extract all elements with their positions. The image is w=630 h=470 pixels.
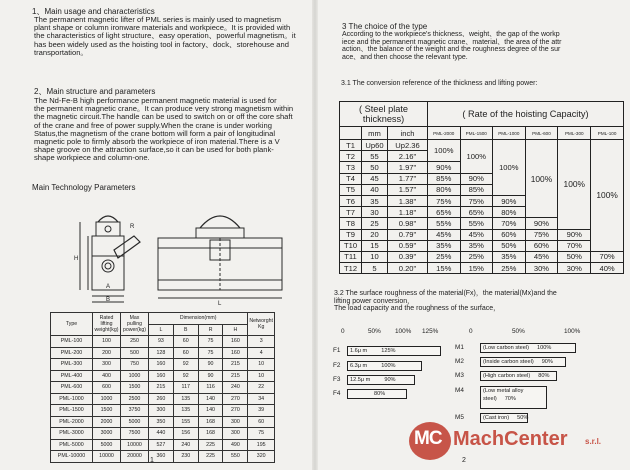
- cell: 1500: [93, 405, 121, 417]
- rough-scale-50: 50%: [368, 328, 381, 335]
- cell: 35%: [460, 240, 493, 251]
- cell: 65%: [428, 207, 461, 218]
- cell: 1.97": [388, 162, 428, 173]
- cell: 225: [198, 451, 223, 463]
- cell: 4: [248, 347, 275, 359]
- material-text: (Low metal alloy: [483, 388, 524, 394]
- material-bar: [480, 386, 547, 409]
- cell: PML-2000: [51, 416, 93, 428]
- cell: 15%: [460, 263, 493, 274]
- col-header: Rated lifting weight(kg): [93, 313, 121, 336]
- table-row: [51, 451, 275, 463]
- material-id: M4: [455, 387, 464, 394]
- material-pct: 70%: [504, 396, 516, 402]
- rough-pct: 125%: [381, 348, 396, 354]
- table-row: [340, 140, 624, 151]
- cell: 90: [198, 370, 223, 382]
- cell: 60: [173, 347, 198, 359]
- cell: 5000: [93, 439, 121, 451]
- cell: 60%: [525, 240, 558, 251]
- cell: 10000: [93, 451, 121, 463]
- material-bar: [480, 413, 528, 423]
- cell: 45%: [525, 251, 558, 262]
- cell: 70%: [558, 240, 591, 251]
- cell: 0.98": [388, 218, 428, 229]
- cell: T7: [340, 207, 362, 218]
- cell: T6: [340, 195, 362, 206]
- cell: 92: [173, 359, 198, 371]
- cell: 35%: [428, 240, 461, 251]
- cell: PML-5000: [51, 439, 93, 451]
- cell: 60%: [493, 229, 526, 240]
- cell: 600: [93, 382, 121, 394]
- cell: 75%: [525, 229, 558, 240]
- cell: 90%: [558, 229, 591, 240]
- cell: 168: [198, 416, 223, 428]
- table-row: [51, 336, 275, 348]
- cell: T2: [340, 151, 362, 162]
- tech-params-body: [51, 336, 275, 463]
- cell: 5000: [121, 416, 149, 428]
- cell: 55%: [460, 218, 493, 229]
- cell: 750: [121, 359, 149, 371]
- text-line: iece and the permanent magnetic crane、material、the area of the attr: [342, 38, 562, 46]
- table-row: [340, 251, 624, 262]
- cell: 30%: [558, 263, 591, 274]
- cell: 1.18": [388, 207, 428, 218]
- table-row: [51, 405, 275, 417]
- material-bar: [480, 357, 566, 367]
- cell: 440: [149, 428, 174, 440]
- cell: 215: [223, 370, 248, 382]
- material-text: (Inside carbon steel): [483, 359, 534, 365]
- text-line: the magnetic circuit.The handle can be used to switch on or off the core shaft: [34, 112, 293, 122]
- material-text: (Cast iron): [483, 415, 510, 421]
- cell: 25: [362, 218, 388, 229]
- cell: 490: [223, 439, 248, 451]
- text-line: shape groove on the attraction surface,so it can be used for both plank-: [34, 145, 274, 155]
- cell: 25%: [493, 263, 526, 274]
- text-line: the characteristics of light structure、easy operation、powerful magnetism。it: [34, 31, 296, 41]
- cell: 2.16": [388, 151, 428, 162]
- page-number: 1: [150, 457, 154, 464]
- rough-scale-0: 0: [341, 328, 345, 335]
- col-header: R: [198, 324, 223, 336]
- rough-bar: [347, 389, 407, 399]
- rough-id: F3: [333, 376, 341, 383]
- table-row: [51, 382, 275, 394]
- rough-bar: [347, 346, 441, 356]
- cell: 117: [173, 382, 198, 394]
- text-line: Status,the magnetism of the crane bottom will form a pair of longitudinal: [34, 128, 276, 138]
- cell: 250: [121, 336, 149, 348]
- cell: 155: [173, 416, 198, 428]
- text-line: plant shape or column ironware materials and workpiece。It is provided with: [34, 23, 291, 33]
- cell: T8: [340, 218, 362, 229]
- cell: 40: [362, 184, 388, 195]
- text-line: the permanent magnetic crane。It can produce very strong magnetism within: [34, 104, 294, 114]
- table-row: [340, 229, 624, 240]
- cell: PML-600: [51, 382, 93, 394]
- cell: 140: [198, 405, 223, 417]
- text-line: lifting power conversion，: [334, 297, 415, 305]
- col-header: H: [223, 324, 248, 336]
- col-header: PML-300: [558, 127, 591, 140]
- cell: 90%: [460, 173, 493, 184]
- rough-text: 1.6μ m: [350, 348, 368, 354]
- table-row: [51, 416, 275, 428]
- cell: 0.59": [388, 240, 428, 251]
- rough-text: 6.3μ m: [350, 363, 368, 369]
- cell: 3: [248, 336, 275, 348]
- cell: 100%: [591, 140, 624, 252]
- cell: 75: [248, 428, 275, 440]
- cell: 80%: [428, 184, 461, 195]
- text-line: of the crane and free of power supply.When the crane is under working: [34, 120, 272, 130]
- table-row: [51, 439, 275, 451]
- cell: 50%: [493, 240, 526, 251]
- cell: 3000: [93, 428, 121, 440]
- cell: 55%: [428, 218, 461, 229]
- cell: PML-1500: [51, 405, 93, 417]
- cell: 140: [198, 393, 223, 405]
- cell: 135: [173, 405, 198, 417]
- cell: 3750: [121, 405, 149, 417]
- cell: 10: [362, 251, 388, 262]
- cell: 230: [173, 451, 198, 463]
- table-row: [340, 263, 624, 274]
- material-pct: 80%: [538, 373, 550, 379]
- cell: 100%: [460, 140, 493, 174]
- text-line: transportation。: [34, 47, 89, 57]
- col-header: L: [149, 324, 174, 336]
- cell: 100: [93, 336, 121, 348]
- section-2-title: 2、Main structure and parameters: [34, 87, 156, 96]
- cell: 1000: [121, 370, 149, 382]
- cell: 240: [223, 382, 248, 394]
- cell: 10: [248, 370, 275, 382]
- cell: 30: [362, 207, 388, 218]
- cell: 160: [149, 370, 174, 382]
- material-id: M2: [455, 358, 464, 365]
- cell: 85%: [428, 173, 461, 184]
- cell: 160: [223, 336, 248, 348]
- tech-params-table: [50, 312, 275, 463]
- col-header: PML-2000: [428, 127, 461, 140]
- dim-label-l: L: [218, 301, 222, 306]
- material-scale-100: 100%: [564, 328, 581, 335]
- cell: PML-200: [51, 347, 93, 359]
- text-line: has been widely used as the hoisting tool in factory、dock、storehouse and: [34, 39, 289, 49]
- text-line: The permanent magnetic lifter of PML series is mainly used to magnetism: [34, 15, 282, 24]
- text-line: The Nd-Fe-B high performance permanent magnetic material is used for: [34, 96, 277, 105]
- table-row: [51, 428, 275, 440]
- material-pct: 100%: [537, 345, 552, 351]
- cell: 270: [223, 405, 248, 417]
- col-header: B: [173, 324, 198, 336]
- cell: 500: [121, 347, 149, 359]
- table-header-row: [51, 313, 275, 325]
- cell: 92: [173, 370, 198, 382]
- cell: T4: [340, 173, 362, 184]
- cell: 0.20": [388, 263, 428, 274]
- text-line: The load capacity and the roughness of the surface，: [334, 305, 501, 312]
- material-id: M5: [455, 414, 464, 421]
- cell: 15%: [428, 263, 461, 274]
- cell: 300: [223, 428, 248, 440]
- cell: 65%: [460, 207, 493, 218]
- col-header: ( Steel plate thickness): [340, 102, 428, 127]
- cell: T11: [340, 251, 362, 262]
- material-text: (Low carbon steel): [483, 345, 530, 351]
- table-row: [51, 393, 275, 405]
- cell: 35: [362, 195, 388, 206]
- cell: 45: [362, 173, 388, 184]
- cell: T12: [340, 263, 362, 274]
- cell: 320: [248, 451, 275, 463]
- material-pct: 50%: [517, 415, 529, 421]
- table-header-row: [340, 127, 624, 140]
- text-line: shape workpiece and column-one.: [34, 153, 150, 163]
- cell: 2000: [93, 416, 121, 428]
- col-header: PML-1000: [493, 127, 526, 140]
- cell: 135: [173, 393, 198, 405]
- material-text: steel): [483, 396, 497, 402]
- cell: 39: [248, 405, 275, 417]
- cell: 350: [149, 416, 174, 428]
- cell: 2500: [121, 393, 149, 405]
- cell: 60: [248, 416, 275, 428]
- cell: 1.77": [388, 173, 428, 184]
- cell: 10: [248, 359, 275, 371]
- cell: Up60: [362, 140, 388, 151]
- thickness-table: [339, 101, 624, 274]
- cell: 25%: [428, 251, 461, 262]
- cell: 1500: [121, 382, 149, 394]
- table-header-row: [340, 102, 624, 127]
- cell: 15: [362, 240, 388, 251]
- cell: 45%: [460, 229, 493, 240]
- page-fold: [312, 0, 318, 470]
- material-id: M1: [455, 344, 464, 351]
- col-header: Type: [51, 313, 93, 336]
- logo-mc: MC: [414, 428, 442, 449]
- cell: PML-3000: [51, 428, 93, 440]
- cell: 260: [149, 393, 174, 405]
- logo-srl: s.r.l.: [585, 437, 602, 446]
- cell: 25%: [460, 251, 493, 262]
- cell: 168: [198, 428, 223, 440]
- cell: 0.39": [388, 251, 428, 262]
- material-bar: [480, 343, 576, 353]
- cell: 80%: [493, 207, 526, 218]
- cell: 90: [198, 359, 223, 371]
- table-row: [51, 370, 275, 382]
- cell: PML-400: [51, 370, 93, 382]
- cell: 75: [198, 336, 223, 348]
- cell: 20000: [121, 451, 149, 463]
- material-id: M3: [455, 372, 464, 379]
- col-header: Max pulling power(kg): [121, 313, 149, 336]
- cell: 225: [198, 439, 223, 451]
- section-3-2-body: [334, 290, 630, 313]
- cell: 156: [173, 428, 198, 440]
- section-3-body: [342, 31, 630, 61]
- cell: 400: [93, 370, 121, 382]
- cell: 70%: [591, 251, 624, 262]
- cell: T5: [340, 184, 362, 195]
- cell: 300: [223, 416, 248, 428]
- material-bar: [480, 371, 557, 381]
- right-page: [319, 0, 630, 470]
- cell: T9: [340, 229, 362, 240]
- section-3-title: 3 The choice of the type: [342, 22, 428, 31]
- table-row: [340, 240, 624, 251]
- cell: 10000: [121, 439, 149, 451]
- section-1-body: [34, 16, 311, 57]
- section-2-body: [34, 97, 311, 163]
- cell: 34: [248, 393, 275, 405]
- cell: 50: [362, 162, 388, 173]
- cell: 100%: [525, 140, 558, 218]
- cell: 90%: [525, 218, 558, 229]
- lifter-drawing: [70, 200, 295, 306]
- cell: T10: [340, 240, 362, 251]
- rough-scale-125: 125%: [422, 328, 439, 335]
- rough-pct: 80%: [374, 391, 386, 397]
- cell: 50%: [558, 251, 591, 262]
- cell: 550: [223, 451, 248, 463]
- col-header: Dimension(mm): [149, 313, 248, 325]
- cell: 40%: [591, 263, 624, 274]
- table-row: [51, 359, 275, 371]
- text-line: magnetic pole to firmly absorb the workpiece of iron material.There is a V: [34, 137, 280, 147]
- cell: 1000: [93, 393, 121, 405]
- cell: PML-10000: [51, 451, 93, 463]
- cell: 160: [223, 347, 248, 359]
- cell: 215: [149, 382, 174, 394]
- text-line: 3.2 The surface roughness of the material(Fx)，the material(Mx)and the: [334, 290, 557, 297]
- cell: 215: [223, 359, 248, 371]
- cell: 270: [223, 393, 248, 405]
- cell: 5: [362, 263, 388, 274]
- col-header: PML-1500: [460, 127, 493, 140]
- rough-bar: [347, 375, 415, 385]
- cell: 85%: [460, 184, 493, 195]
- cell: 75%: [428, 195, 461, 206]
- text-line: action、the balance of the weight and the roughness degree of the sur: [342, 46, 561, 53]
- material-scale-50: 50%: [512, 328, 525, 335]
- col-header: Networght Kg: [248, 313, 275, 336]
- cell: 160: [149, 359, 174, 371]
- cell: 22: [248, 382, 275, 394]
- col-header: ( Rate of the hoisting Capacity): [428, 102, 624, 127]
- col-header: mm: [362, 127, 388, 140]
- cell: Up2.36: [388, 140, 428, 151]
- cell: 20: [362, 229, 388, 240]
- text-line: According to the workpiece's thickness、weight、the gap of the workp: [342, 31, 560, 38]
- cell: 60: [173, 336, 198, 348]
- cell: T3: [340, 162, 362, 173]
- cell: 55: [362, 151, 388, 162]
- cell: 100%: [558, 140, 591, 230]
- section-1-title: 1、Main usage and characteristics: [32, 7, 155, 16]
- logo-name: MachCenter: [453, 428, 568, 450]
- cell: PML-300: [51, 359, 93, 371]
- cell: 35%: [493, 251, 526, 262]
- rough-pct: 90%: [384, 377, 396, 383]
- dim-label-r: R: [130, 224, 135, 230]
- cell: 195: [248, 439, 275, 451]
- rough-bar: [347, 361, 422, 371]
- rough-id: F1: [333, 347, 341, 354]
- cell: 240: [173, 439, 198, 451]
- cell: 100%: [428, 140, 461, 162]
- cell: 90%: [428, 162, 461, 173]
- section-3-1-title: 3.1 The conversion reference of the thickness and lifting power:: [341, 80, 538, 87]
- cell: 30%: [525, 263, 558, 274]
- rough-pct: 100%: [381, 363, 396, 369]
- rough-text: 12.5μ m: [350, 377, 371, 383]
- tech-params-title: Main Technology Parameters: [32, 183, 136, 192]
- cell: 90%: [493, 195, 526, 206]
- cell: 128: [149, 347, 174, 359]
- material-text: (High carbon steel): [483, 373, 531, 379]
- dim-label-h: H: [74, 256, 79, 262]
- cell: 0.79": [388, 229, 428, 240]
- cell: 45%: [428, 229, 461, 240]
- dim-label-a: A: [106, 284, 111, 290]
- col-header: inch: [388, 127, 428, 140]
- cell: 1.38": [388, 195, 428, 206]
- cell: 70%: [493, 218, 526, 229]
- text-line: ace、and then choose the relevant type.: [342, 53, 468, 61]
- cell: 93: [149, 336, 174, 348]
- rough-id: F4: [333, 390, 341, 397]
- cell: PML-1000: [51, 393, 93, 405]
- page-number: 2: [462, 457, 466, 464]
- cell: 75%: [460, 195, 493, 206]
- cell: 7500: [121, 428, 149, 440]
- cell: 116: [198, 382, 223, 394]
- left-page: [0, 0, 311, 470]
- table-row: [51, 347, 275, 359]
- rough-id: F2: [333, 362, 341, 369]
- cell: 300: [149, 405, 174, 417]
- material-pct: 90%: [541, 359, 553, 365]
- cell: 75: [198, 347, 223, 359]
- cell: PML-100: [51, 336, 93, 348]
- dim-label-b: B: [106, 297, 111, 303]
- rough-scale-100: 100%: [395, 328, 412, 335]
- col-header: PML-600: [525, 127, 558, 140]
- col-header: PML-100: [591, 127, 624, 140]
- cell: 100%: [493, 140, 526, 196]
- cell: T1: [340, 140, 362, 151]
- cell: 360: [149, 451, 174, 463]
- cell: 1.57": [388, 184, 428, 195]
- material-scale-0: 0: [469, 328, 473, 335]
- cell: 527: [149, 439, 174, 451]
- cell: 200: [93, 347, 121, 359]
- cell: 300: [93, 359, 121, 371]
